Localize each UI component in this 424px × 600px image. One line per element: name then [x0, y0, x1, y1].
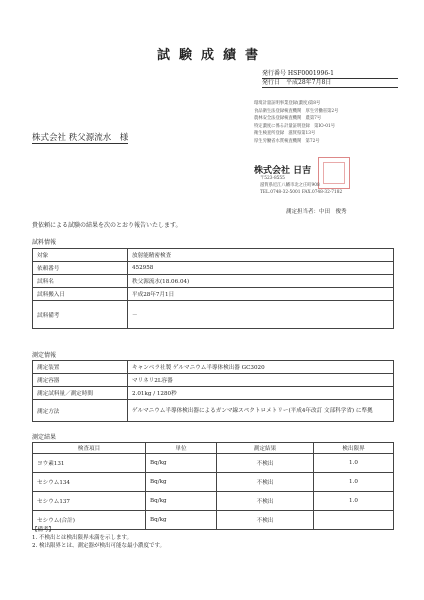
note-line: 2. 検出限界とは、測定器が検出可能な最小濃度です。 — [32, 543, 166, 549]
row-value: 2.01kg / 1280秒 — [128, 387, 394, 400]
address-line: 〒523-8555 — [260, 176, 285, 181]
column-header: 単位 — [146, 443, 217, 454]
table-row — [33, 387, 394, 400]
table-row — [33, 288, 394, 301]
row-label: 依頼番号 — [33, 262, 128, 275]
table-row — [33, 361, 394, 374]
cell-unit: Bq/kg — [146, 492, 217, 511]
table-row — [33, 400, 394, 422]
cert-line: 衛生検査所登録 滋賀県第13号 — [254, 131, 316, 137]
cell-result: 不検出 — [217, 492, 314, 511]
cert-line: 農林安全法登録検査機関 農第7号 — [254, 116, 322, 122]
row-label: 測定装置 — [33, 361, 128, 374]
cell-unit: Bq/kg — [146, 454, 217, 473]
row-value: 秩父源流水(18.06.04) — [128, 275, 394, 288]
issue-meta — [262, 70, 398, 88]
measure-info-table — [32, 360, 394, 422]
notes-heading: 【備考】 — [32, 527, 55, 533]
row-value: 平成28年7月1日 — [128, 288, 394, 301]
note-line: 1. 不検出とは検出限界未満を示します。 — [32, 535, 133, 541]
cell-result: 不検出 — [217, 511, 314, 530]
table-row — [33, 249, 394, 262]
address-line: TEL.0748-32-5001 FAX.0748-32-7182 — [260, 189, 343, 195]
cell-limit: 1.0 — [314, 454, 394, 473]
results-table — [32, 442, 394, 530]
table-row — [33, 473, 394, 492]
cell-item: ヨウ素131 — [33, 454, 146, 473]
cell-limit — [314, 511, 394, 530]
row-label: 測定試料量／測定時間 — [33, 387, 128, 400]
intro-text: 貴依頼による試験の結果を次のとおり報告いたします。 — [32, 222, 182, 229]
client-name: 株式会社 秩父源流水 様 — [32, 133, 129, 143]
row-label: 試料搬入日 — [33, 288, 128, 301]
cert-line: 厚生労働省水質検査機関 第72号 — [254, 138, 320, 144]
cell-item: セシウム137 — [33, 492, 146, 511]
cell-item: セシウム134 — [33, 473, 146, 492]
table-row — [33, 262, 394, 275]
row-label: 試料名 — [33, 275, 128, 288]
issue-number: 発行番号 HSF0001996-1 — [262, 70, 398, 79]
company-name: 株式会社 日吉 — [254, 166, 312, 176]
cert-line: 環境計量証明事業登録(濃度)第8号 — [254, 101, 321, 106]
row-value: 放射能精密検査 — [128, 249, 394, 262]
column-header: 検出限界 — [314, 443, 394, 454]
table-row — [33, 454, 394, 473]
row-value: 452958 — [128, 262, 394, 275]
issue-date: 発行日 平成28年7月8日 — [262, 79, 398, 88]
notes — [32, 526, 165, 550]
cell-limit: 1.0 — [314, 492, 394, 511]
row-label: 測定方法 — [33, 400, 128, 422]
column-header: 測定結果 — [217, 443, 314, 454]
measurement-manager: 測定担当者：中田 俊秀 — [286, 209, 347, 215]
company-address — [260, 176, 342, 196]
row-label: 対象 — [33, 249, 128, 262]
cell-unit: Bq/kg — [146, 511, 217, 530]
row-value: マリネリ2L容器 — [128, 374, 394, 387]
measure-info-heading: 測定情報 — [32, 352, 57, 359]
table-row — [33, 275, 394, 288]
row-value: ゲルマニウム半導体検出器によるガンマ線スペクトロメトリー(平成4年改訂 文部科学省) に準拠 — [128, 400, 394, 422]
sample-info-table — [32, 248, 394, 329]
sample-info-heading: 試料情報 — [32, 239, 57, 246]
cell-unit: Bq/kg — [146, 473, 217, 492]
cell-result: 不検出 — [217, 473, 314, 492]
column-header: 検査項目 — [33, 443, 146, 454]
table-row — [33, 492, 394, 511]
cell-limit: 1.0 — [314, 473, 394, 492]
row-value: － — [128, 301, 394, 329]
certifications — [254, 100, 338, 146]
cell-item: セシウム(合計) — [33, 511, 146, 530]
address-line: 滋賀県近江八幡市北之庄町908 — [260, 182, 320, 188]
cell-result: 不検出 — [217, 454, 314, 473]
cert-line: 食品衛生法登録検査機関 厚生労働省第2号 — [254, 108, 339, 114]
document-title: 試験成績書 — [156, 48, 267, 63]
cert-line: 特定濃度に係る計量証明登録 第IO-01号 — [254, 123, 336, 129]
table-row — [33, 374, 394, 387]
row-label: 測定容器 — [33, 374, 128, 387]
row-label: 試料備考 — [33, 301, 128, 329]
results-heading: 測定結果 — [32, 434, 57, 441]
table-header-row — [33, 443, 394, 454]
table-row — [33, 301, 394, 329]
row-value: キャンベラ社製 ゲルマニウム半導体検出器 GC3020 — [128, 361, 394, 374]
